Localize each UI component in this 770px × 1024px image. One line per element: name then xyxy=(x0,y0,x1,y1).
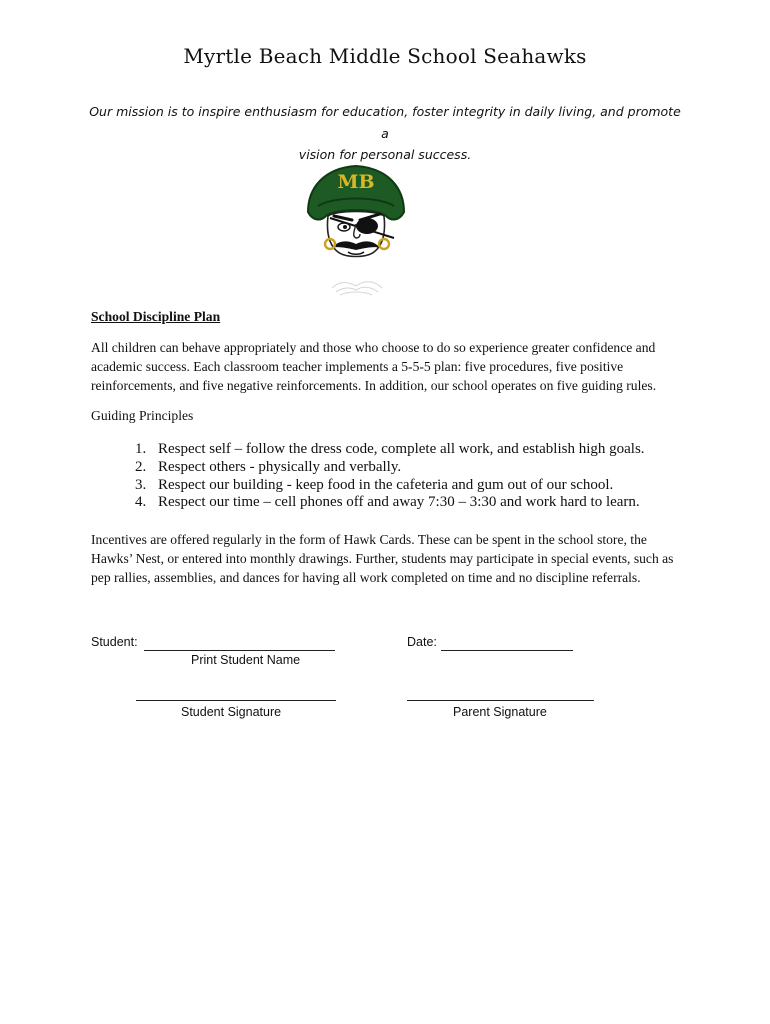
parent-signature-caption: Parent Signature xyxy=(453,705,547,719)
discipline-intro-paragraph: All children can behave appropriately and those who choose to do so experience greater confidence and academic success. Each classroom teacher implements a 5-5-5 plan: five procedures, five positive reinforcements, and five negative reinforcements. In addition, our school operates on five guiding rules. xyxy=(91,340,657,393)
list-item: 2. Respect others - physically and verbally. xyxy=(135,458,402,475)
list-item: 3. Respect our building - keep food in the cafeteria and gum out of our school. xyxy=(135,476,614,493)
section-heading: School Discipline Plan xyxy=(91,309,221,324)
parent-signature-field[interactable] xyxy=(407,700,594,701)
mission-line-1: Our mission is to inspire enthusiasm for education, foster integrity in daily living, and promote a xyxy=(89,104,681,141)
list-item: 4. Respect our time – cell phones off and away 7:30 – 3:30 and work hard to learn. xyxy=(135,494,640,511)
page-title: Myrtle Beach Middle School Seahawks xyxy=(183,44,587,68)
incentives-paragraph: Incentives are offered regularly in the form of Hawk Cards. These can be spent in the school store, the Hawks’ Nest, or entered into monthly drawings. Further, students may participate in special events, such as pep rallies, assemblies, and dances for having all work completed on time and no discipline referrals. xyxy=(91,532,674,585)
logo-reflection xyxy=(332,282,382,295)
mission-line-2: vision for personal success. xyxy=(298,147,472,162)
date-field[interactable] xyxy=(441,650,573,651)
list-item: 1. Respect self – follow the dress code, complete all work, and establish high goals. xyxy=(135,441,645,457)
seahawks-pirate-logo xyxy=(304,160,408,300)
student-signature-field[interactable] xyxy=(136,700,336,701)
print-student-name-caption: Print Student Name xyxy=(191,653,301,667)
student-label: Student: xyxy=(91,635,138,649)
principles-list xyxy=(135,441,645,512)
student-signature-caption: Student Signature xyxy=(181,705,282,719)
date-label: Date: xyxy=(407,635,437,649)
logo-initials: MB xyxy=(337,171,375,193)
mission-statement xyxy=(88,101,682,166)
guiding-principles-label: Guiding Principles xyxy=(91,408,194,423)
student-name-field[interactable] xyxy=(144,650,335,651)
